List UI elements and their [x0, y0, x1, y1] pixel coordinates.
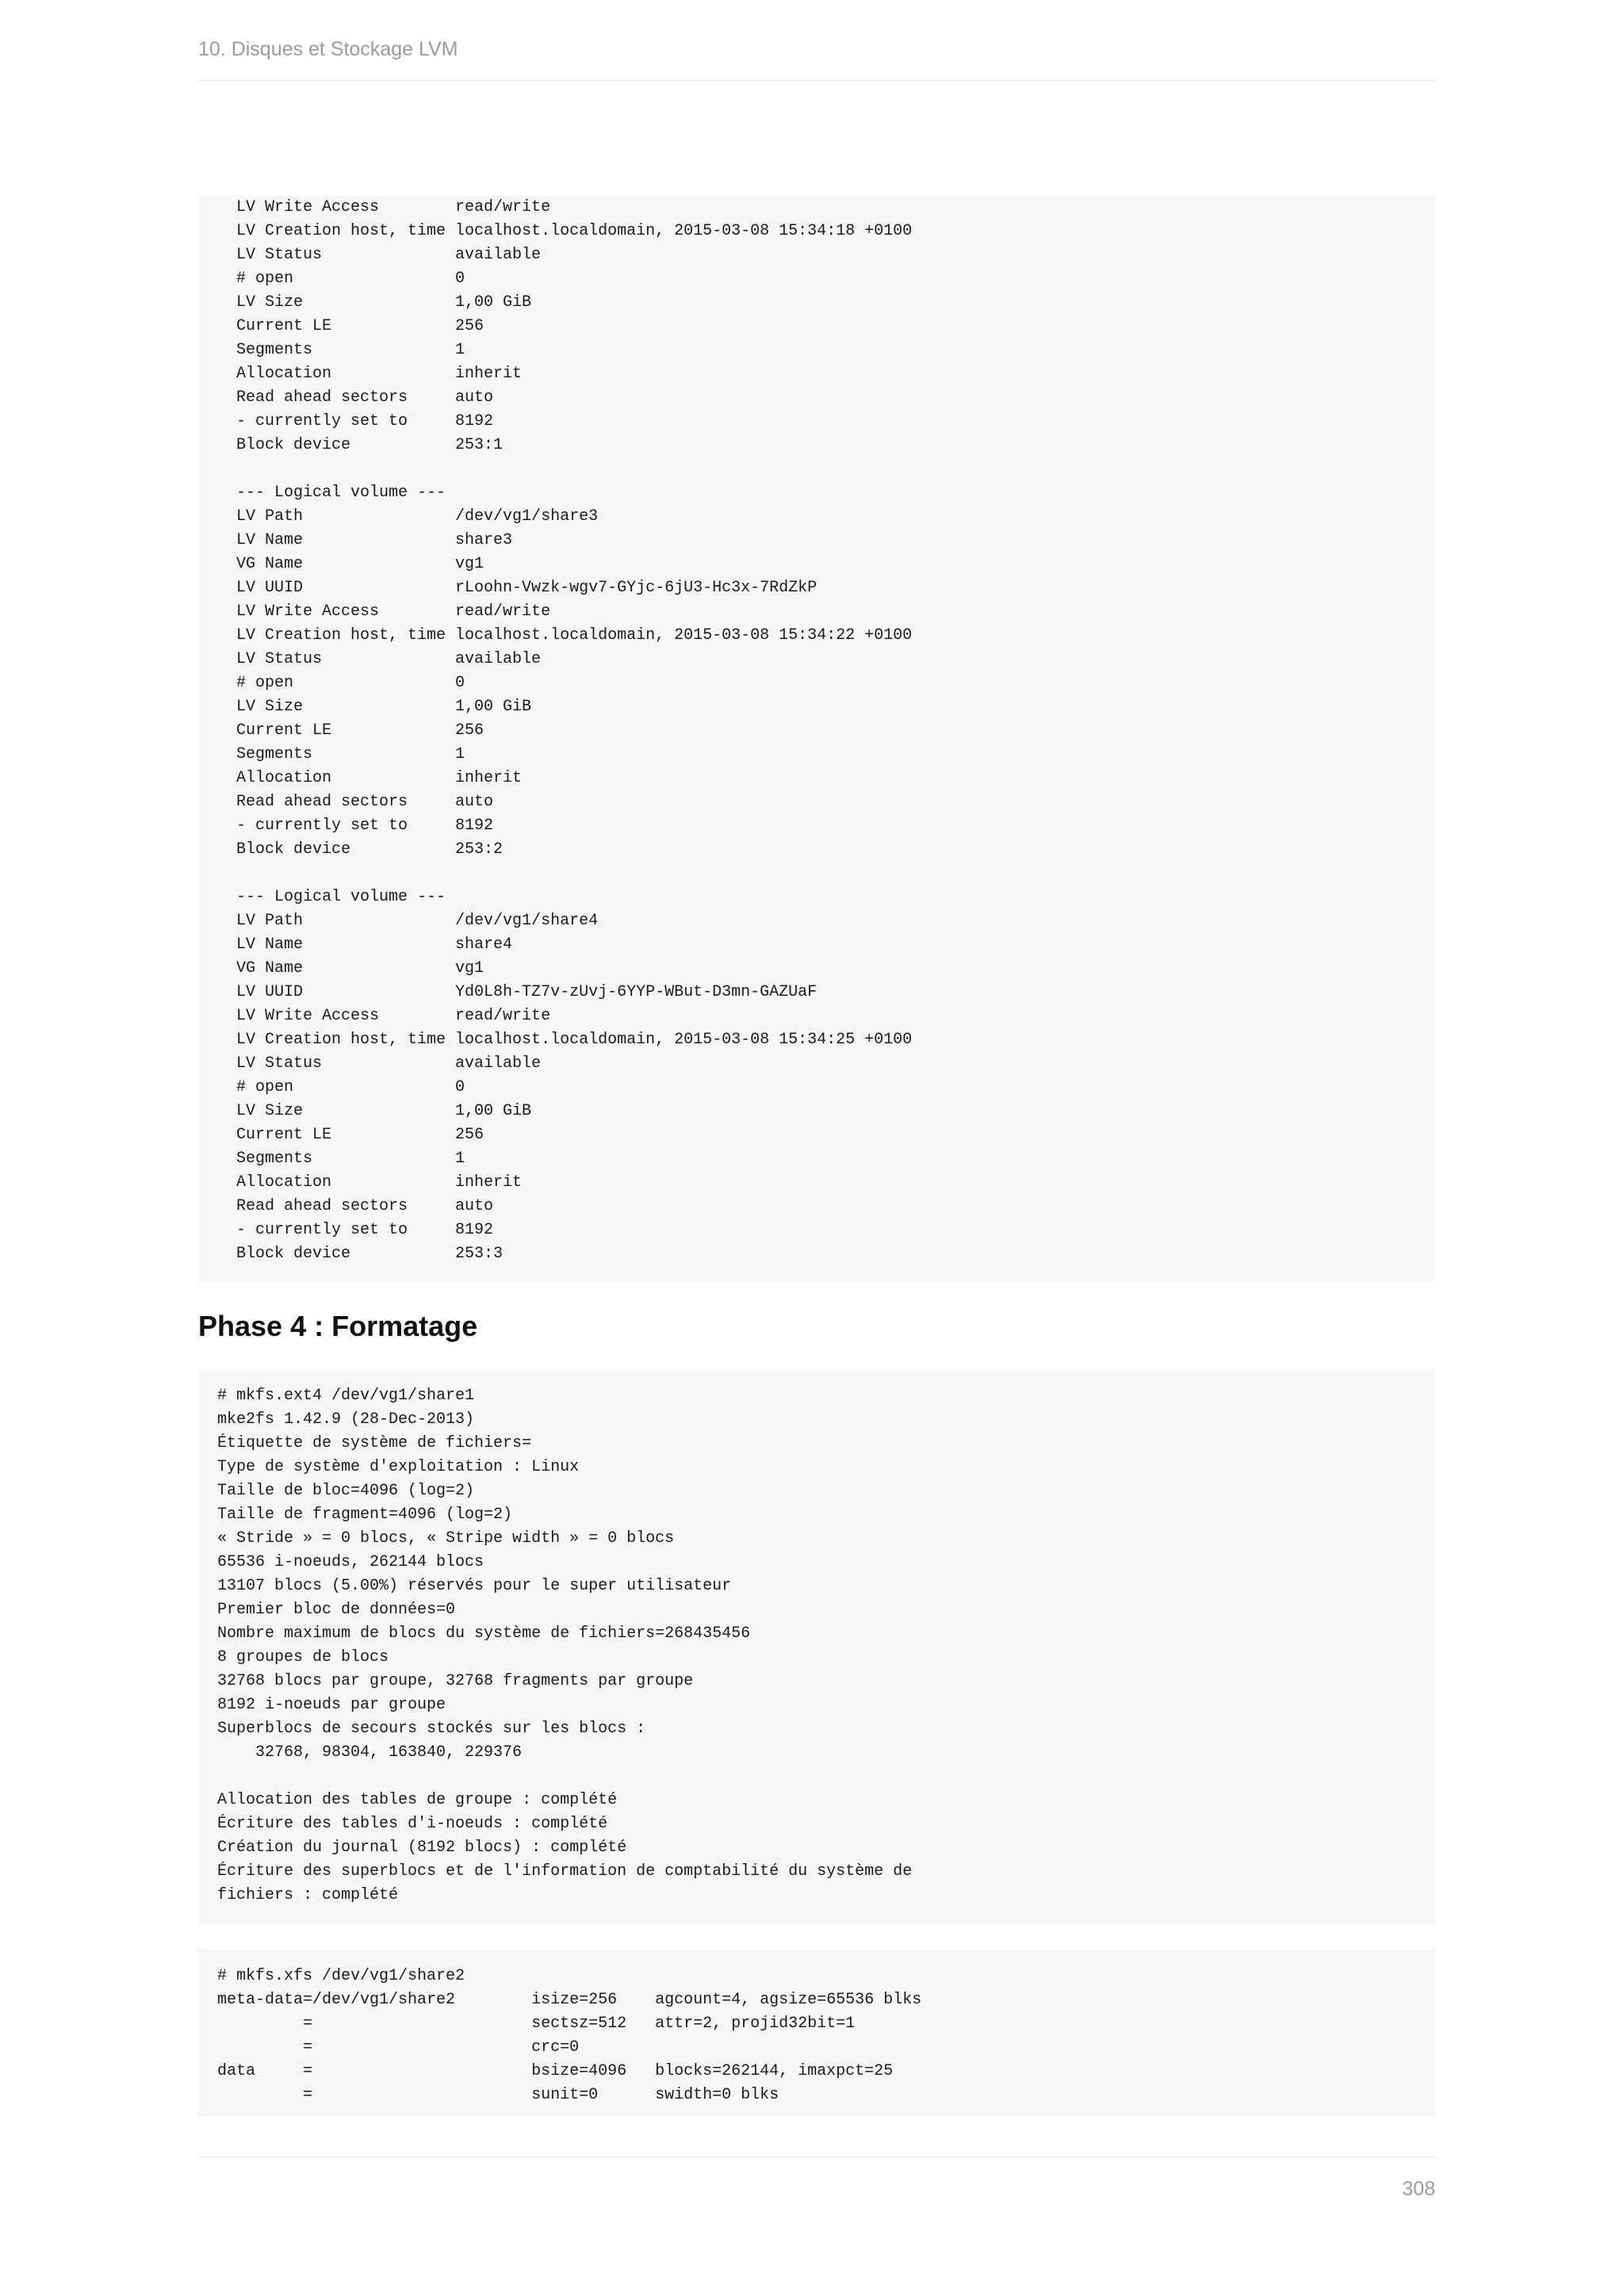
- lvdisplay-output-block: [198, 195, 1435, 1283]
- page-footer: [198, 2156, 1435, 2204]
- mkfs-xfs-output: # mkfs.xfs /dev/vg1/share2 meta-data=/dev/vg1/share2 isize=256 agcount=4, agsize=65536 blks = sectsz=512 attr=2, projid32bit=1 = crc=0 data = bsize=4096 blocks=262144, imaxpct=25 = sunit=0 swidth=0 blks: [217, 1967, 922, 2104]
- mkfs-xfs-output-block: [198, 1949, 1435, 2117]
- chapter-title: 10. Disques et Stockage LVM: [198, 38, 458, 60]
- page-header: [198, 36, 1435, 81]
- section-heading: Phase 4 : Formatage: [198, 1310, 478, 1342]
- mkfs-ext4-output: # mkfs.ext4 /dev/vg1/share1 mke2fs 1.42.9 (28-Dec-2013) Étiquette de système de fichiers= Type de système d'exploitation : Linux Taille de bloc=4096 (log=2) Taille de fragment=4096 (log=2) « Stride » = 0 blocs, « Stripe width » = 0 blocs 65536 i-noeuds, 262144 blocs 13107 blocs (5.00%) réservés pour le super utilisateur Premier bloc de données=0 Nombre maximum de blocs du système de fichiers=268435456 8 groupes de blocs 32768 blocs par groupe, 32768 fragments par groupe 8192 i-noeuds par groupe Superblocs de secours stockés sur les blocs : 32768, 98304, 163840, 229376 Allocation des tables de groupe : complété Écriture des tables d'i-noeuds : complété Création du journal (8192 blocs) : complété Écriture des superblocs et de l'information de comptabilité du système de fichiers : complété: [217, 1387, 913, 1904]
- mkfs-ext4-output-block: [198, 1368, 1435, 1925]
- page-number: 308: [1402, 2178, 1435, 2200]
- lvdisplay-output: LV Write Access read/write LV Creation host, time localhost.localdomain, 2015-03-08 15:34:18 +0100 LV Status available # open 0 LV Size 1,00 GiB Current LE 256 Segments 1 Allocation inherit Read ahead sectors auto - currently set to 8192 Block device 253:1 --- Logical volume --- LV Path /dev/vg1/share3 LV Name share3 VG Name vg1 LV UUID rLoohn-Vwzk-wgv7-GYjc-6jU3-Hc3x-7RdZkP LV Write Access read/write LV Creation host, time localhost.localdomain, 2015-03-08 15:34:22 +0100 LV Status available # open 0 LV Size 1,00 GiB Current LE 256 Segments 1 Allocation inherit Read ahead sectors auto - currently set to 8192 Block device 253:2 --- Logical volume --- LV Path /dev/vg1/share4 LV Name share4 VG Name vg1 LV UUID Yd0L8h-TZ7v-zUvj-6YYP-WBut-D3mn-GAZUaF LV Write Access read/write LV Creation host, time localhost.localdomain, 2015-03-08 15:34:25 +0100 LV Status available # open 0 LV Size 1,00 GiB Current LE 256 Segments 1 Allocation inherit Read ahead sectors auto - currently set to 8192 Block device 253:3: [236, 198, 913, 1263]
